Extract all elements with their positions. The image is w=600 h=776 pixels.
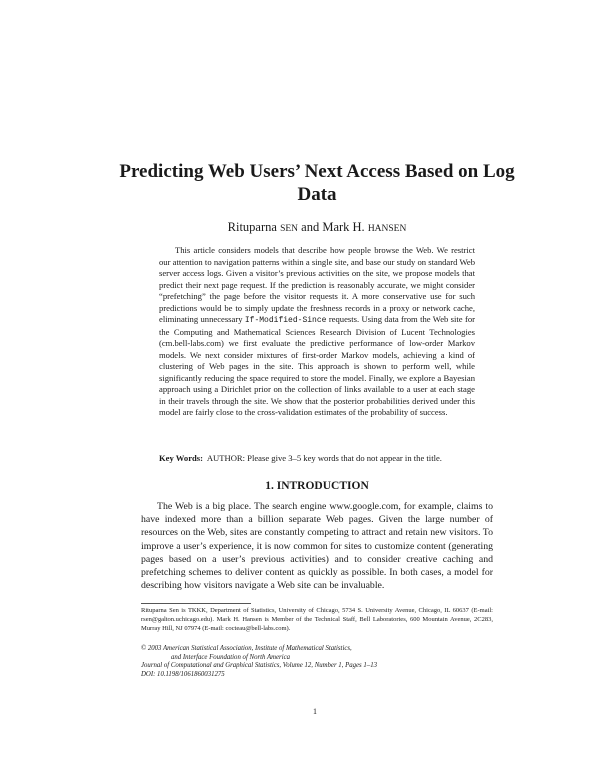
section-heading: 1. INTRODUCTION (265, 480, 369, 492)
copyright-block (141, 645, 493, 679)
author-2-given: Mark H. (322, 220, 365, 234)
footnote: Rituparna Sen is TKKK, Department of Statistics, University of Chicago, 5734 S. University Avenue, Chicago, IL 60637 (E-mail: rsen@galton.uchicago.edu). Mark H. Hansen is Member of the Technical Staff, Bell Laboratories, 600 Mountain Avenue, 2C283, Murray Hill, NJ 07974 (E-mail: cocteau@bell-labs.com). (141, 607, 493, 632)
journal-line: Journal of Computational and Graphical Statistics, Volume 12, Number 1, Pages 1–13 (141, 662, 377, 670)
author-connector: and (298, 220, 323, 234)
keywords-text: AUTHOR: Please give 3–5 key words that do not appear in the title. (206, 453, 442, 463)
copyright-line-1: © 2003 American Statistical Association, Institute of Mathematical Statistics, (141, 645, 352, 652)
author-1-family: SEN (280, 224, 299, 234)
section-body: The Web is a big place. The search engine www.google.com, for example, claims to have indexed more than a billion separate Web pages. Given the large number of resources on the Web, sites are constantly competing to attract and retain new visitors. To improve a user’s experience, it is now common for sites to customize content (generating pages based on a user’s previous activities) and to consider creative caching and prefetching schemes to deliver content as quickly as possible. In both cases, a model for describing how visitors navigate a Web site can be invaluable. (141, 501, 493, 592)
author-line (100, 220, 534, 235)
keywords (159, 453, 475, 463)
doi-line: DOI: 10.1198/1061860031275 (141, 670, 225, 678)
abstract-text-1: This article considers models that describe how people browse the Web. We restrict our attention to navigation patterns within a single site, and base our study on standard Web server access logs. Given a visitor’s previous activities on the site, we propose models that predict their next page request. If the prediction is reasonably accurate, we might consider “prefetching” the page before the visitor requests it. A more conservative use for such predictions would be to simply update the freshness records in a proxy or network cache, eliminating unnecessary (159, 245, 475, 324)
author-2-family: HANSEN (367, 224, 407, 234)
author-1-given: Rituparna (227, 220, 277, 234)
keywords-label: Key Words: (159, 453, 204, 463)
footnote-rule (141, 603, 251, 604)
abstract-code: If-Modified-Since (244, 316, 327, 325)
copyright-line-2: and Interface Foundation of North America (171, 653, 290, 661)
abstract-text-2: requests. Using data from the Web site for the Computing and Mathematical Sciences Research Division of Lucent Technologies (cm.bell-labs.com) we first evaluate the predictive performance of low-order Markov models. We next consider mixtures of first-order Markov models, achieving a kind of clustering of Web pages in the site. This approach is shown to perform well, while significantly reducing the space required to store the model. Finally, we explore a Bayesian approach using a Dirichlet prior on the collection of links available to a user at each stage in their travels through the site. We show that the posterior probabilities derived under this model are fairly close to the cross-validation estimates of the probability of success. (159, 314, 475, 417)
paper-title: Predicting Web Users’ Next Access Based on Log Data (119, 161, 515, 205)
abstract (159, 245, 475, 419)
page-number: 1 (313, 707, 317, 716)
